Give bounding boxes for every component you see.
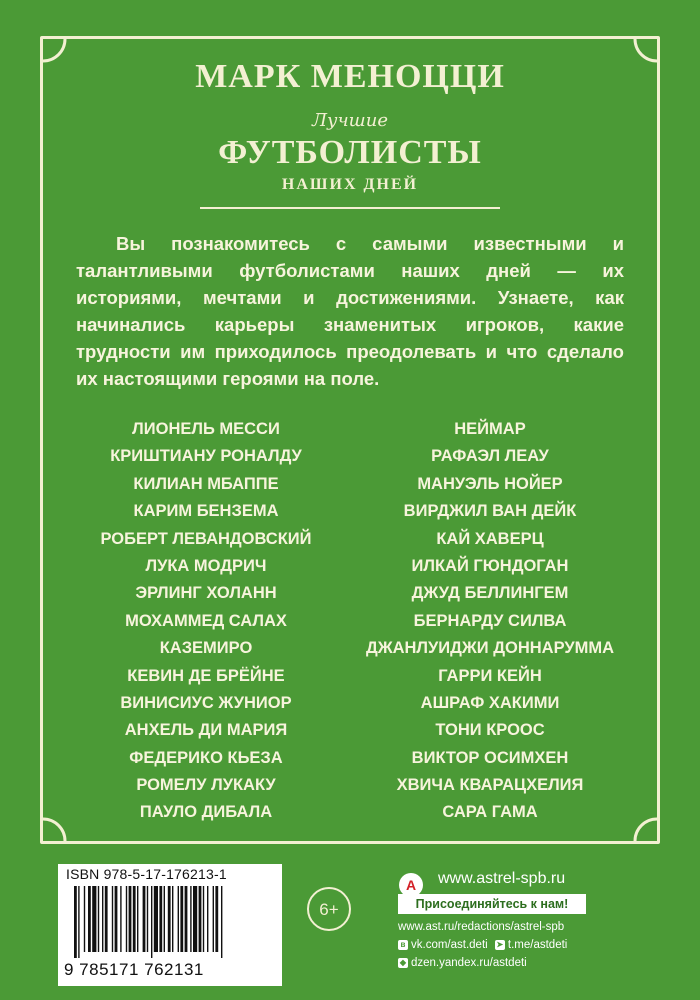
barcode-bar [126,886,127,952]
barcode-bar [143,886,146,952]
dzen-row [398,957,527,969]
barcode-bar [185,886,188,952]
barcode-bar [147,886,148,952]
player-name: ЛИОНЕЛЬ МЕССИ [132,420,280,438]
barcode-bar [178,886,179,952]
player-name: КЕВИН ДЕ БРЁЙНЕ [127,666,285,685]
barcode-bar [215,886,218,952]
player-name: АНХЕЛЬ ДИ МАРИЯ [124,721,288,740]
author-name: МАРК МЕНОЦЦИ [195,58,505,95]
player-name: КАЗЕМИРО [159,639,253,658]
player-name: ГАРРИ КЕЙН [438,666,542,685]
barcode-bar [172,886,173,952]
player-name: МАНУЭЛЬ НОЙЕР [417,474,563,493]
player-name: ДЖАНЛУИДЖИ ДОННАРУММА [365,639,615,658]
players-list-right [338,416,642,827]
vk-icon: в [398,940,408,950]
player-name: ПАУЛО ДИБАЛА [139,803,273,822]
barcode-bar [88,886,91,952]
player-name: ФЕДЕРИКО КЬЕЗА [129,748,283,767]
age-rating-text: 6+ [319,900,339,919]
description-text: Вы познакомитесь с самыми известными и талантливыми футболистами наших дней — их историями, мечтами и достижениями. Узнаете, как начинались карьеры знаменитых игроков, какие трудности им приходилось преодолевать и что сделало их настоящими героями на поле. [76,233,624,389]
title-script-word: Лучшие [312,110,388,131]
barcode-bar [112,886,113,952]
player-name: АШРАФ ХАКИМИ [420,693,560,712]
barcode-bar [151,886,152,958]
title-sub: НАШИХ ДНЕЙ [281,176,419,193]
player-name: ЛУКА МОДРИЧ [145,556,267,575]
barcode-bar [164,886,165,952]
player-name: КАРИМ БЕНЗЕМА [133,502,279,521]
barcode-digits: 9 785171 762131 [64,960,204,979]
barcode-bar [129,886,132,952]
player-name: ХВИЧА КВАРАЦХЕЛИЯ [396,776,584,795]
barcode-bar [154,886,158,952]
player-name: БЕРНАРДУ СИЛВА [413,611,567,630]
player-name: РОМЕЛУ ЛУКАКУ [136,776,276,795]
barcode-bar [105,886,108,952]
player-name: ВИКТОР ОСИМХЕН [411,748,569,767]
player-name: ИЛКАЙ ГЮНДОГАН [411,556,569,575]
player-name: НЕЙМАР [454,420,526,438]
barcode-bar [92,886,96,952]
dzen-icon: ◆ [399,957,407,967]
publisher-url[interactable]: www.astrel-spb.ru [438,870,566,887]
age-rating-badge [306,886,352,932]
barcode-panel [58,864,282,986]
barcode-bar [102,886,103,952]
player-name: РАФАЭЛ ЛЕАУ [431,447,549,466]
telegram-icon: ➤ [496,939,504,949]
player-name: МОХАММЕД САЛАХ [125,611,287,630]
barcode-icon [74,886,272,958]
player-name: ВИРДЖИЛ ВАН ДЕЙК [403,502,577,521]
barcode-bar [159,886,162,952]
join-banner: Присоединяйтесь к нам! [398,894,586,914]
player-name: КАЙ ХАВЕРЦ [436,529,544,548]
player-name: ДЖУД БЕЛЛИНГЕМ [411,584,569,603]
description [76,230,624,392]
barcode-bar [221,886,222,958]
dzen-link[interactable]: dzen.yandex.ru/astdeti [411,957,527,969]
title-main: ФУТБОЛИСТЫ [218,134,482,171]
barcode-bar [213,886,214,952]
barcode-bar [190,886,191,952]
ast-link[interactable]: www.ast.ru/redactions/astrel-spb [398,921,565,933]
barcode-bar [98,886,99,952]
telegram-link[interactable]: t.me/astdeti [507,939,568,951]
barcode-bar [193,886,197,952]
player-name: САРА ГАМА [442,803,538,822]
players-list-left [60,416,352,827]
player-name: ТОНИ КРООС [435,721,545,740]
isbn-text: ISBN 978-5-17-176213-1 [66,866,227,882]
publisher-block [394,866,694,996]
barcode-bar [207,886,208,952]
barcode-bar [168,886,171,952]
player-name: ВИНИСИУС ЖУНИОР [120,693,292,712]
player-name: КРИШТИАНУ РОНАЛДУ [110,447,302,466]
barcode-bar [133,886,136,952]
player-name: ЭРЛИНГ ХОЛАНН [135,584,277,603]
player-name: РОБЕРТ ЛЕВАНДОВСКИЙ [100,529,312,548]
publisher-logo-letter: А [405,877,417,893]
barcode-bar [74,886,77,958]
social-links-row [398,939,567,951]
barcode-bar [199,886,202,952]
barcode-bar [120,886,121,952]
barcode-bar [84,886,85,952]
barcode-bar [203,886,204,952]
barcode-bar [78,886,79,958]
barcode-bar [115,886,118,952]
vk-link[interactable]: vk.com/ast.deti [411,939,488,951]
barcode-bar [180,886,183,952]
barcode-bar [137,886,138,952]
title-divider [200,207,500,209]
player-name: КИЛИАН МБАППЕ [133,474,279,493]
